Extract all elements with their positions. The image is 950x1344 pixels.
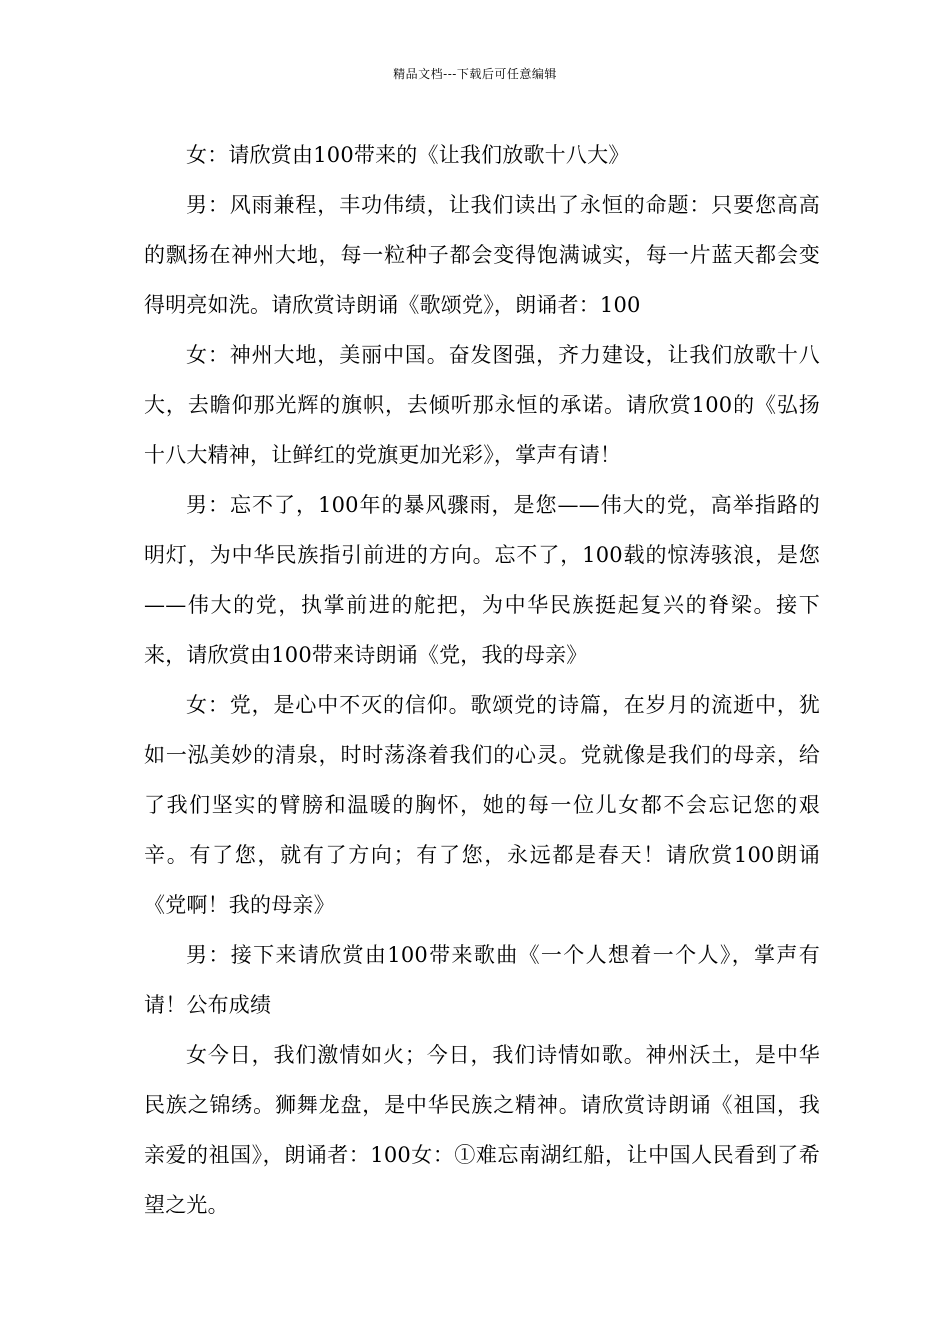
paragraph: 女：神州大地，美丽中国。奋发图强，齐力建设，让我们放歌十八大，去瞻仰那光辉的旗帜，去倾听那永恒的承诺。请欣赏100的《弘扬十八大精神，让鲜红的党旗更加光彩》，掌声有请！	[144, 343, 820, 467]
paragraph: 男：风雨兼程，丰功伟绩，让我们读出了永恒的命题：只要您高高的飘扬在神州大地，每一粒种子都会变得饱满诚实，每一片蓝天都会变得明亮如洗。请欣赏诗朗诵《歌颂党》，朗诵者：100	[144, 193, 820, 317]
paragraph: 男：接下来请欣赏由100带来歌曲《一个人想着一个人》，掌声有请！公布成绩	[144, 943, 820, 1017]
paragraph: 男：忘不了，100年的暴风骤雨，是您——伟大的党，高举指路的明灯，为中华民族指引前进的方向。忘不了，100载的惊涛骇浪，是您——伟大的党，执掌前进的舵把，为中华民族挺起复兴的脊梁。接下来，请欣赏由100带来诗朗诵《党，我的母亲》	[144, 493, 820, 667]
paragraph: 女今日，我们激情如火；今日，我们诗情如歌。神州沃土，是中华民族之锦绣。狮舞龙盘，是中华民族之精神。请欣赏诗朗诵《祖国，我亲爱的祖国》，朗诵者：100女：①难忘南湖红船，让中国人民看到了希望之光。	[144, 1043, 820, 1217]
page-header: 精品文档---下载后可任意编辑	[393, 67, 557, 81]
document-body	[144, 130, 820, 1230]
paragraph: 女：请欣赏由100带来的《让我们放歌十八大》	[186, 143, 630, 167]
paragraph: 女：党，是心中不灭的信仰。歌颂党的诗篇，在岁月的流逝中，犹如一泓美妙的清泉，时时荡涤着我们的心灵。党就像是我们的母亲，给了我们坚实的臂膀和温暖的胸怀，她的每一位儿女都不会忘记您的艰辛。有了您，就有了方向；有了您，永远都是春天！请欣赏100朗诵《党啊！我的母亲》	[144, 693, 820, 917]
